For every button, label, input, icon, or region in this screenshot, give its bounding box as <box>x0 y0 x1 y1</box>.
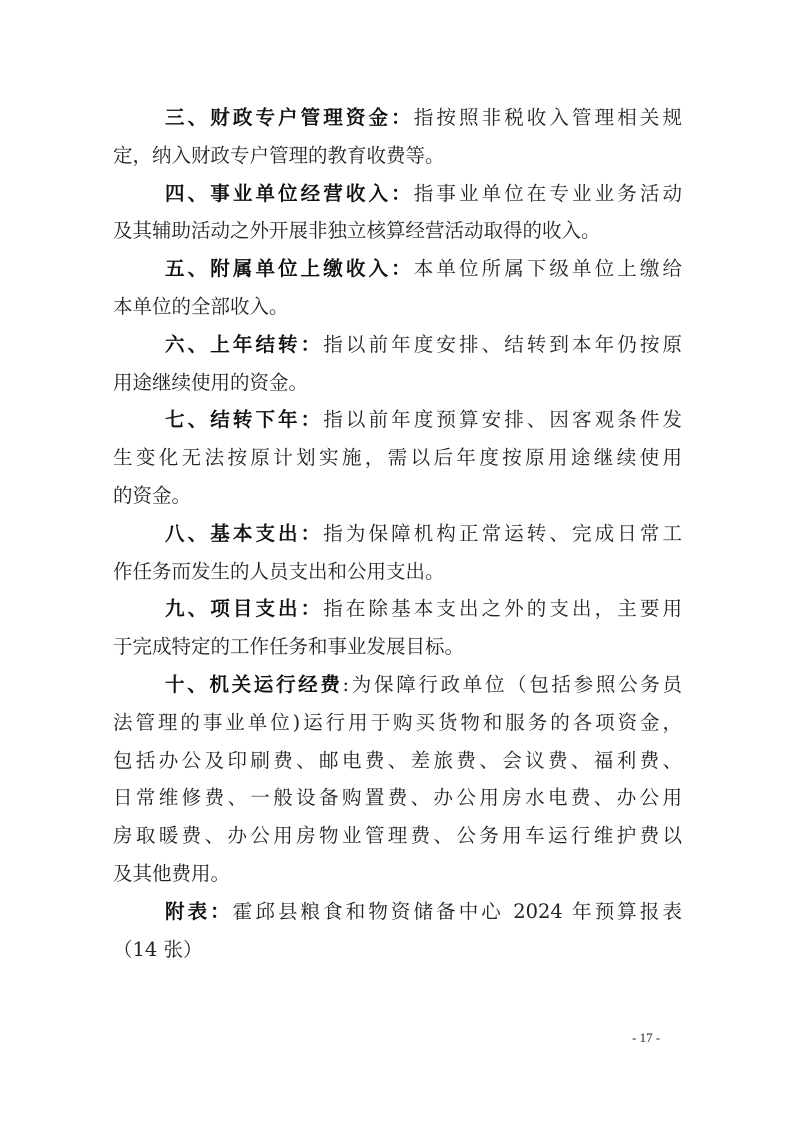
paragraph <box>113 666 682 893</box>
line-text: 本单位的全部收入。 <box>113 294 289 318</box>
paragraph <box>113 590 682 666</box>
line-text: 指为保障机构正常运转、完成日常工 <box>323 521 682 545</box>
line-text: 包括办公及印刷费、邮电费、差旅费、会议费、福利费、 <box>113 748 682 772</box>
paragraph <box>113 250 682 326</box>
line-text: 及其辅助活动之外开展非独立核算经营活动取得的收入。 <box>113 219 601 243</box>
line-text: 于完成特定的工作任务和事业发展目标。 <box>113 635 465 659</box>
paragraph <box>113 326 682 402</box>
line-text: 法管理的事业单位)运行用于购买货物和服务的各项资金， <box>113 710 682 734</box>
line-text: 指以前年度安排、结转到本年仍按原 <box>323 332 682 356</box>
paragraph-heading: 附表： <box>165 899 233 923</box>
line-text: 定，纳入财政专户管理的教育收费等。 <box>113 143 445 167</box>
line-text: 指事业单位在专业业务活动 <box>413 181 682 205</box>
text-line <box>113 99 682 137</box>
text-line <box>113 477 682 515</box>
line-text: 的资金。 <box>113 483 192 507</box>
text-line <box>113 742 682 780</box>
line-text: 用途继续使用的资金。 <box>113 370 309 394</box>
paragraph <box>113 401 682 514</box>
text-line <box>113 704 682 742</box>
text-line <box>113 250 682 288</box>
text-line <box>113 628 682 666</box>
paragraph-heading: 八、基本支出： <box>165 521 324 545</box>
paragraph <box>113 515 682 591</box>
text-line <box>113 590 682 628</box>
paragraph-heading: 七、结转下年： <box>165 408 324 432</box>
paragraph-heading: 十、机关运行经费 <box>165 672 343 696</box>
text-line <box>113 401 682 439</box>
paragraph-heading: 五、附属单位上缴收入： <box>165 257 414 281</box>
paragraph <box>113 99 682 175</box>
paragraph <box>113 893 682 969</box>
paragraph-heading: 九、项目支出： <box>165 597 324 621</box>
line-text: 日常维修费、一般设备购置费、办公用房水电费、办公用 <box>113 786 682 810</box>
line-text: 霍邱县粮食和物资储备中心 2024 年预算报表 <box>232 899 682 923</box>
line-text: 指按照非税收入管理相关规 <box>413 106 682 129</box>
text-line <box>113 175 682 213</box>
text-line <box>113 779 682 817</box>
text-line <box>113 931 682 969</box>
text-line <box>113 364 682 402</box>
paragraph-heading: 六、上年结转： <box>165 332 324 356</box>
text-line <box>113 515 682 553</box>
text-line <box>113 288 682 326</box>
text-line <box>113 893 682 931</box>
paragraph <box>113 175 682 251</box>
page-number: - 17 - <box>632 1030 661 1045</box>
line-text: 指以前年度预算安排、因客观条件发 <box>323 408 682 432</box>
line-text: :为保障行政单位（包括参照公务员 <box>342 672 682 696</box>
line-text: 房取暖费、办公用房物业管理费、公务用车运行维护费以 <box>113 824 682 848</box>
text-line <box>113 817 682 855</box>
text-line <box>113 326 682 364</box>
line-text: 作任务而发生的人员支出和公用支出。 <box>113 559 445 583</box>
paragraph-heading: 四、事业单位经营收入： <box>165 181 414 205</box>
line-text: 生变化无法按原计划实施，需以后年度按原用途继续使用 <box>113 446 682 470</box>
line-text: 及其他费用。 <box>113 861 231 885</box>
text-line <box>113 855 682 893</box>
line-text: （14 张） <box>113 937 203 961</box>
text-line <box>113 439 682 477</box>
text-line <box>113 212 682 250</box>
line-text: 指在除基本支出之外的支出，主要用 <box>323 597 682 621</box>
text-line <box>113 553 682 591</box>
text-line <box>113 137 682 175</box>
line-text: 本单位所属下级单位上缴给 <box>413 257 682 281</box>
text-line <box>113 666 682 704</box>
document-body <box>113 99 682 968</box>
paragraph-heading: 三、财政专户管理资金： <box>165 106 414 129</box>
